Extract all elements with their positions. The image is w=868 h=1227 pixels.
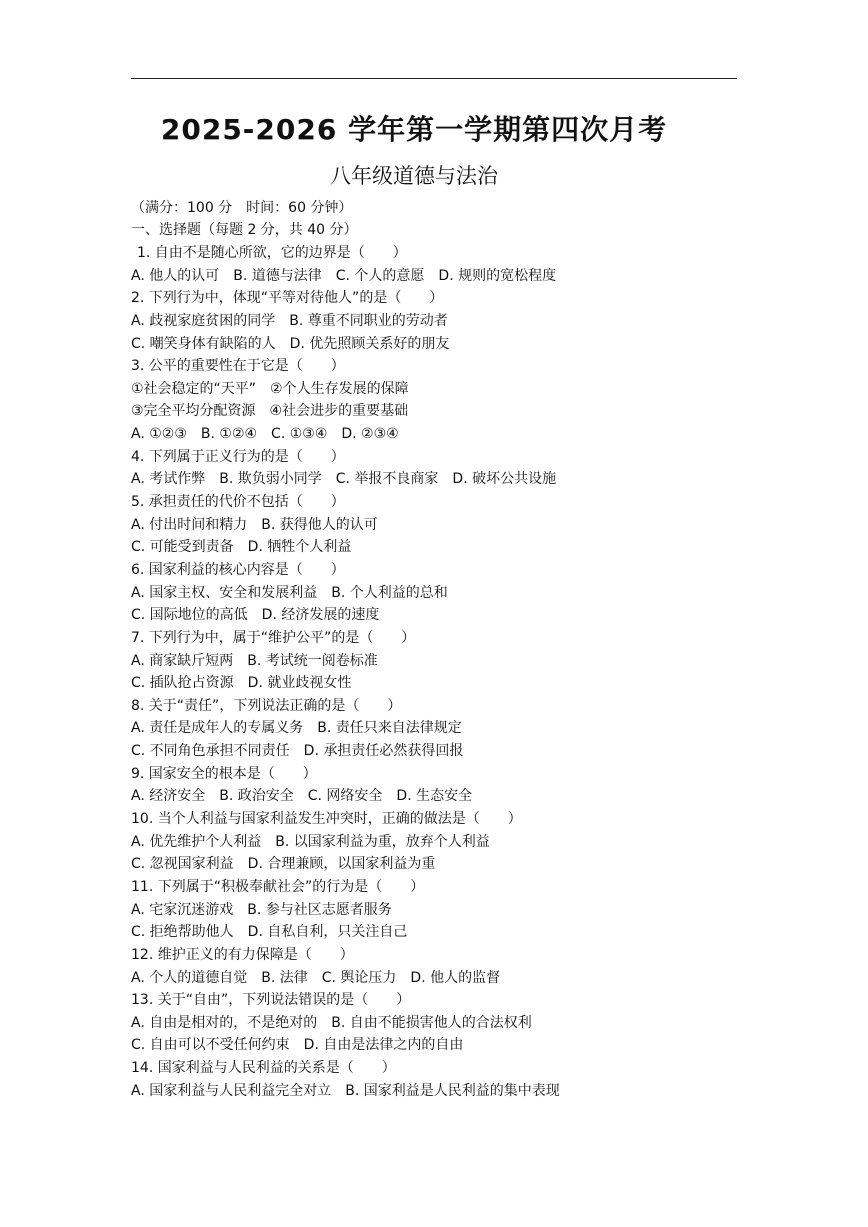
question-options: A. ①②③ B. ①②④ C. ①③④ D. ②③④ <box>131 426 399 443</box>
question-options: A. 付出时间和精力 B. 获得他人的认可 <box>131 516 378 533</box>
question-options: ③完全平均分配资源 ④社会进步的重要基础 <box>131 403 409 420</box>
question-options: A. 责任是成年人的专属义务 B. 责任只来自法律规定 <box>131 720 462 737</box>
question-options: C. 拒绝帮助他人 D. 自私自利，只关注自己 <box>131 924 408 941</box>
question-options: A. 自由是相对的，不是绝对的 B. 自由不能损害他人的合法权利 <box>131 1014 532 1031</box>
question-options: ①社会稳定的“天平” ②个人生存发展的保障 <box>131 380 409 397</box>
question-stem: 6. 国家利益的核心内容是（ ） <box>131 561 345 578</box>
question-options: C. 可能受到责备 D. 牺牲个人利益 <box>131 539 352 556</box>
question-options: A. 考试作弊 B. 欺负弱小同学 C. 举报不良商家 D. 破坏公共设施 <box>131 471 557 488</box>
question-options: C. 国际地位的高低 D. 经济发展的速度 <box>131 607 380 624</box>
question-stem: 7. 下列行为中，属于“维护公平”的是（ ） <box>131 629 416 646</box>
question-options: A. 个人的道德自觉 B. 法律 C. 舆论压力 D. 他人的监督 <box>131 969 501 986</box>
question-stem: 12. 维护正义的有力保障是（ ） <box>131 946 354 963</box>
question-options: C. 插队抢占资源 D. 就业歧视女性 <box>131 675 352 692</box>
question-stem: 9. 国家安全的根本是（ ） <box>131 765 317 782</box>
question-stem: 8. 关于“责任”，下列说法正确的是（ ） <box>131 697 402 714</box>
question-options: A. 宅家沉迷游戏 B. 参与社区志愿者服务 <box>131 901 392 918</box>
question-stem: 11. 下列属于“积极奉献社会”的行为是（ ） <box>131 878 425 895</box>
question-options: C. 不同角色承担不同责任 D. 承担责任必然获得回报 <box>131 743 464 760</box>
question-options: C. 忽视国家利益 D. 合理兼顾，以国家利益为重 <box>131 856 436 873</box>
question-stem: 13. 关于“自由”，下列说法错误的是（ ） <box>131 992 411 1009</box>
question-options: A. 歧视家庭贫困的同学 B. 尊重不同职业的劳动者 <box>131 312 448 329</box>
question-stem: 1. 自由不是随心所欲，它的边界是（ ） <box>137 245 407 261</box>
question-list <box>131 242 771 1102</box>
question-options: C. 自由可以不受任何约束 D. 自由是法律之内的自由 <box>131 1037 464 1054</box>
exam-meta: （满分：100 分 时间：60 分钟） <box>131 200 353 216</box>
question-options: A. 他人的认可 B. 道德与法律 C. 个人的意愿 D. 规则的宽松程度 <box>131 267 557 284</box>
exam-subtitle: 八年级道德与法治 <box>330 164 498 188</box>
question-stem: 4. 下列属于正义行为的是（ ） <box>131 448 345 465</box>
section-heading: 一、选择题（每题 2 分，共 40 分） <box>131 222 358 238</box>
exam-title: 2025-2026 学年第一学期第四次月考 <box>160 113 668 146</box>
question-stem: 14. 国家利益与人民利益的关系是（ ） <box>131 1060 396 1077</box>
question-options: C. 嘲笑身体有缺陷的人 D. 优先照顾关系好的朋友 <box>131 335 450 352</box>
header-rule <box>131 78 737 79</box>
question-stem: 5. 承担责任的代价不包括（ ） <box>131 494 345 511</box>
question-options: A. 国家利益与人民利益完全对立 B. 国家利益是人民利益的集中表现 <box>131 1082 560 1099</box>
question-stem: 2. 下列行为中，体现“平等对待他人”的是（ ） <box>131 290 444 307</box>
question-stem: 10. 当个人利益与国家利益发生冲突时，正确的做法是（ ） <box>131 811 522 828</box>
question-options: A. 经济安全 B. 政治安全 C. 网络安全 D. 生态安全 <box>131 788 473 805</box>
question-stem: 3. 公平的重要性在于它是（ ） <box>131 358 345 375</box>
question-options: A. 国家主权、安全和发展利益 B. 个人利益的总和 <box>131 584 448 601</box>
question-options: A. 优先维护个人利益 B. 以国家利益为重，放弃个人利益 <box>131 833 490 850</box>
question-options: A. 商家缺斤短两 B. 考试统一阅卷标准 <box>131 652 378 669</box>
